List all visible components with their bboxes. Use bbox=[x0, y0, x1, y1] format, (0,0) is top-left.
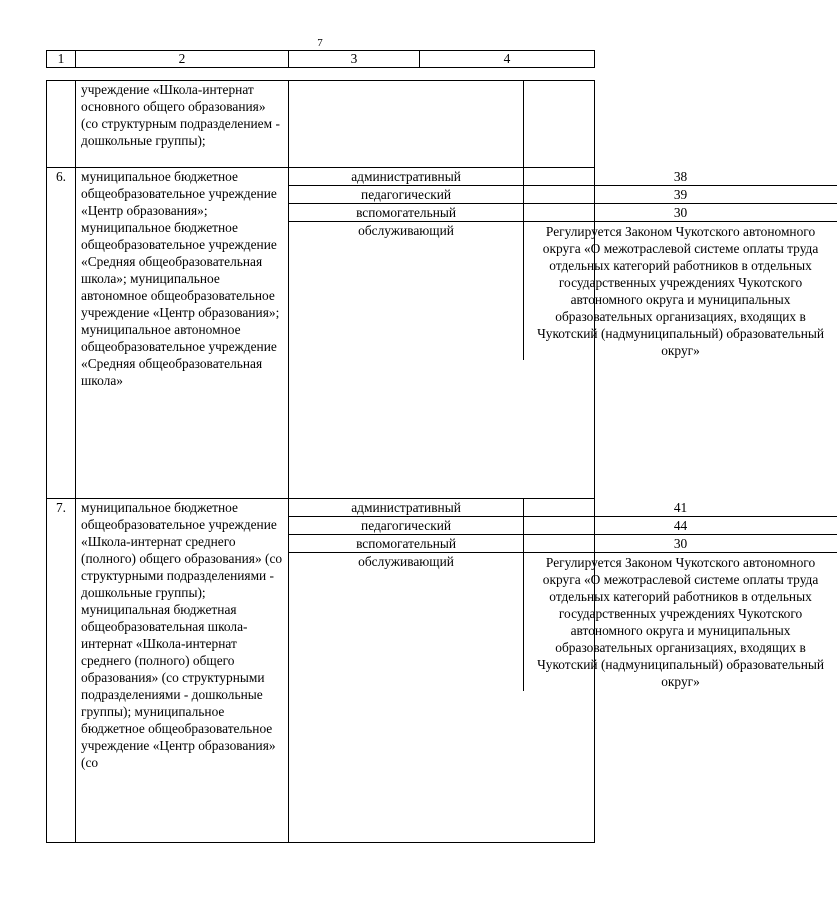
staff-category: вспомогательный bbox=[289, 535, 524, 553]
staff-categories-cell bbox=[289, 81, 595, 168]
staff-category: педагогический bbox=[289, 517, 524, 535]
list-item bbox=[289, 186, 837, 204]
staff-limit-value: 44 bbox=[524, 517, 837, 535]
table-row bbox=[47, 499, 595, 843]
row-number: 7. bbox=[47, 499, 76, 843]
staff-category: административный bbox=[289, 168, 524, 186]
staff-limit-value: 30 bbox=[524, 535, 837, 553]
staff-limits-table bbox=[46, 80, 825, 843]
institution-names: учреждение «Школа-интернат основного общего образования» (со структурным подразделением - дошкольные группы); bbox=[76, 81, 289, 168]
staff-categories-cell bbox=[289, 499, 825, 843]
list-item bbox=[289, 222, 837, 361]
staff-limit-value: 39 bbox=[524, 186, 837, 204]
staff-category: обслуживающий bbox=[289, 222, 524, 361]
column-1-number: 1 bbox=[47, 51, 76, 68]
column-4-number: 4 bbox=[420, 51, 595, 68]
row-number bbox=[47, 81, 76, 168]
column-3-number: 3 bbox=[289, 51, 420, 68]
list-item bbox=[289, 204, 837, 222]
staff-limit-note: Регулируется Законом Чукотского автономного округа «О межотраслевой системе оплаты труда отдельных категорий работников в отдельных государственных учреждениях Чукотского автономного округа и муниципальных образовательных организациях, входящих в Чукотский (надмуниципальный) образовательный округ» bbox=[537, 224, 825, 358]
staff-category: педагогический bbox=[289, 186, 524, 204]
list-item bbox=[289, 168, 837, 186]
staff-limit-value: 41 bbox=[524, 499, 837, 517]
list-item bbox=[289, 517, 837, 535]
staff-limit-note: Регулируется Законом Чукотского автономного округа «О межотраслевой системе оплаты труда отдельных категорий работников в отдельных государственных учреждениях Чукотского автономного округа и муниципальных образовательных организациях, входящих в Чукотский (надмуниципальный) образовательный округ» bbox=[537, 555, 825, 689]
institution-names: муниципальное бюджетное общеобразовательное учреждение «Центр образования»; муниципальное бюджетное общеобразовательное учреждение «Средняя общеобразовательная школа»; муниципальное автономное общеобразовательное учреждение «Центр образования»; муниципальное автономное общеобразовательное учреждение «Средняя общеобразовательная школа» bbox=[76, 168, 289, 499]
staff-category: административный bbox=[289, 499, 524, 517]
column-2-number: 2 bbox=[76, 51, 289, 68]
staff-limit-value: 30 bbox=[524, 204, 837, 222]
row-number: 6. bbox=[47, 168, 76, 499]
institution-names: муниципальное бюджетное общеобразовательное учреждение «Школа-интернат среднего (полного) общего образования» (со структурными подразделениями - дошкольные группы); муниципальная бюджетная общеобразовательная школа-интернат «Школа-интернат среднего (полного) общего образования» (со структурными подразделениями - дошкольные группы); муниципальное бюджетное общеобразовательное учреждение «Центр образования» (со bbox=[76, 499, 289, 843]
table-row bbox=[47, 168, 595, 499]
staff-category: обслуживающий bbox=[289, 553, 524, 692]
list-item bbox=[289, 553, 837, 692]
staff-category: вспомогательный bbox=[289, 204, 524, 222]
table-row bbox=[47, 81, 595, 168]
staff-categories-cell bbox=[289, 168, 825, 499]
page-number: 7 bbox=[317, 37, 323, 49]
column-number-header bbox=[46, 50, 595, 68]
staff-limit-value: 38 bbox=[524, 168, 837, 186]
list-item bbox=[289, 499, 837, 517]
list-item bbox=[289, 535, 837, 553]
